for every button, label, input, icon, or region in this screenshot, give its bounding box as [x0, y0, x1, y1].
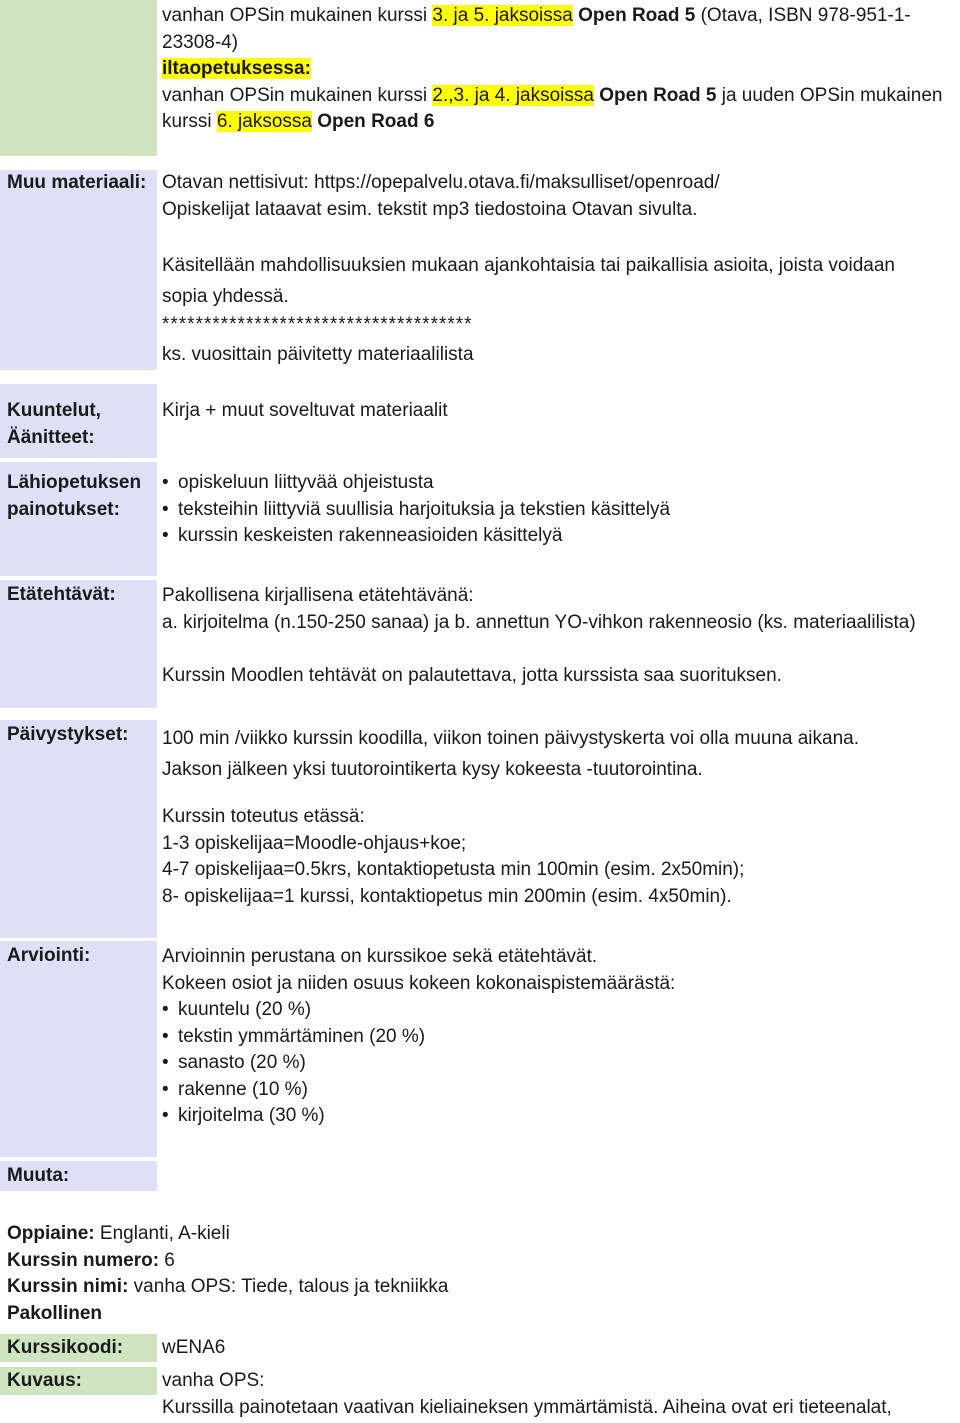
subject-row: Oppiaine: Englanti, A-kieli	[7, 1223, 230, 1244]
list-item: • kirjoitelma (30 %)	[162, 1105, 325, 1126]
textbook-info	[162, 3, 942, 136]
assessment-line: Kokeen osiot ja niiden osuus kokeen kokonaispistemäärästä:	[162, 972, 676, 994]
course-info	[7, 1221, 448, 1327]
textbook-line-1: vanhan OPSin mukainen kurssi 3. ja 5. jaksoissa Open Road 5 (Otava, ISBN 978-951-1-	[162, 5, 911, 26]
other-material-line: Otavan nettisivut: https://opepalvelu.otava.fi/maksulliset/openroad/	[162, 172, 720, 193]
other-material-para: Käsitellään mahdollisuuksien mukaan ajankohtaisia tai paikallisia asioita, joista voidaan	[162, 255, 895, 276]
separator-stars: *************************************	[162, 314, 473, 335]
contact-teaching-list	[162, 470, 670, 550]
description-label: Kuvaus:	[0, 1367, 157, 1395]
list-item: • rakenne (10 %)	[162, 1078, 308, 1100]
textbook-line-4: vanhan OPSin mukainen kurssi 2.,3. ja 4. jaksoissa Open Road 5 ja uuden OPSin mukainen	[162, 84, 943, 106]
distance-tasks-line: a. kirjoitelma (n.150-250 sanaa) ja b. annettun YO-vihkon rakenneosio (ks. materiaalilista)	[162, 611, 916, 633]
assessment-content	[162, 944, 675, 1130]
assessment-line: Arvioinnin perustana on kurssikoe sekä etätehtävät.	[162, 946, 598, 967]
listening-label: Kuuntelut, Äänitteet:	[0, 384, 157, 458]
evening-teaching-heading: iltaopetuksessa:	[162, 58, 311, 79]
textbook-line-2: 23308-4)	[162, 31, 239, 53]
other-material-content	[162, 170, 720, 223]
office-hours-label: Päivystykset:	[0, 720, 157, 938]
office-hours-line: 100 min /viikko kurssin koodilla, viikon toinen päivystyskerta voi olla muuna aikana.	[162, 728, 860, 749]
list-item: • opiskeluun liittyvää ohjeistusta	[162, 472, 434, 493]
label-column-top	[0, 0, 157, 156]
other-material-para: sopia yhdessä.	[162, 286, 289, 307]
distance-tasks-line: Pakollisena kirjallisena etätehtävänä:	[162, 585, 474, 606]
mandatory-label: Pakollinen	[7, 1302, 103, 1324]
other-label: Muuta:	[0, 1161, 157, 1191]
course-code-label: Kurssikoodi:	[0, 1334, 157, 1362]
office-hours-line: Jakson jälkeen yksi tuutorointikerta kysy kokeesta -tuutorointina.	[162, 759, 703, 780]
course-name-row: Kurssin nimi: vanha OPS: Tiede, talous ja tekniikka	[7, 1276, 449, 1297]
other-material-label: Muu materiaali:	[0, 170, 157, 370]
contact-teaching-label: Lähiopetuksen painotukset:	[0, 462, 157, 576]
description-line: vanha OPS:	[162, 1370, 265, 1391]
moodle-note: Kurssin Moodlen tehtävät on palautettava, jotta kurssista saa suorituksen.	[162, 665, 782, 686]
distance-tasks-content	[162, 583, 916, 636]
remote-line: Kurssin toteutus etässä:	[162, 806, 365, 827]
other-material-line: Opiskelijat lataavat esim. tekstit mp3 tiedostoina Otavan sivulta.	[162, 198, 698, 220]
description-value	[162, 1368, 892, 1421]
remote-line: 1-3 opiskelijaa=Moodle-ohjaus+koe;	[162, 832, 467, 854]
assessment-label: Arviointi:	[0, 941, 157, 1157]
distance-tasks-label: Etätehtävät:	[0, 580, 157, 708]
remote-line: 4-7 opiskelijaa=0.5krs, kontaktiopetusta min 100min (esim. 2x50min);	[162, 859, 745, 880]
course-number-row: Kurssin numero: 6	[7, 1249, 175, 1271]
listening-content: Kirja + muut soveltuvat materiaalit	[162, 400, 448, 421]
list-item: • sanasto (20 %)	[162, 1052, 306, 1073]
office-hours-content	[162, 723, 859, 785]
remote-implementation	[162, 804, 744, 910]
remote-line: 8- opiskelijaa=1 kurssi, kontaktiopetus min 200min (esim. 4x50min).	[162, 885, 732, 907]
course-code-value: wENA6	[162, 1337, 226, 1358]
other-material-notes	[162, 250, 895, 312]
list-item: • kurssin keskeisten rakenneasioiden käsittelyä	[162, 525, 563, 546]
textbook-line-5: kurssi 6. jaksossa Open Road 6	[162, 111, 435, 132]
list-item: • kuuntelu (20 %)	[162, 999, 312, 1020]
list-item: • teksteihin liittyviä suullisia harjoituksia ja tekstien käsittelyä	[162, 498, 671, 520]
description-line: Kurssilla painotetaan vaativan kieliaineksen ymmärtämistä. Aiheina ovat eri tieteenalat,	[162, 1396, 892, 1418]
material-list-ref: ks. vuosittain päivitetty materiaalilista	[162, 344, 474, 365]
list-item: • tekstin ymmärtäminen (20 %)	[162, 1025, 426, 1047]
